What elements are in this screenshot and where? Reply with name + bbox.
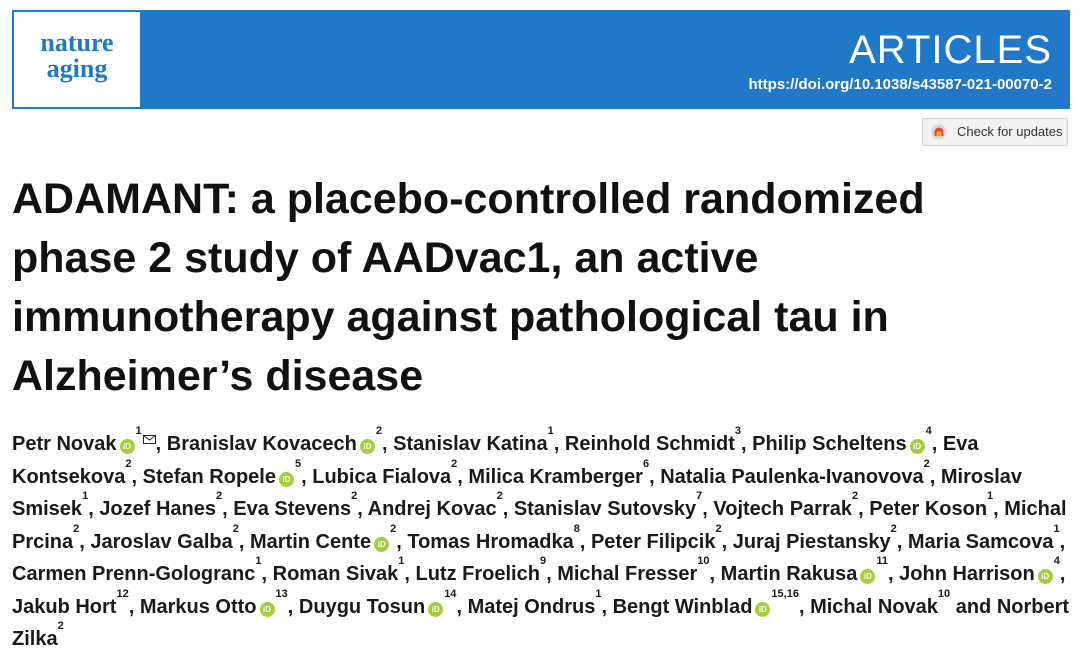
affiliation-number: 15,16: [771, 587, 799, 600]
author-name[interactable]: Eva Stevens: [233, 498, 352, 520]
author: [90, 522, 250, 553]
affiliation-number: 2: [890, 522, 897, 535]
affiliation-number: 2: [923, 457, 930, 470]
author-separator: ,: [287, 595, 299, 618]
author: [467, 587, 613, 618]
author: [513, 490, 714, 520]
affiliation-number: 1: [1053, 522, 1060, 535]
orcid-icon[interactable]: iD: [120, 439, 135, 454]
check-updates-icon: [931, 124, 947, 140]
orcid-icon[interactable]: iD: [910, 439, 925, 454]
author-name[interactable]: Eva Kontsekova: [12, 433, 979, 488]
author-name[interactable]: Duygu Tosun: [298, 595, 426, 618]
author-separator: ,: [238, 530, 250, 553]
author-name[interactable]: Natalia Paulenka-Ivanovova: [660, 465, 924, 488]
affiliation-number: 9: [539, 555, 547, 567]
author-separator: ,: [579, 530, 591, 553]
affiliation-number: 2: [451, 457, 458, 470]
author-name[interactable]: Milica Kramberger: [468, 465, 643, 488]
author-name[interactable]: Roman Sivak: [272, 563, 399, 585]
author-separator: ,: [404, 563, 416, 585]
author-name[interactable]: Matej Ondrus: [467, 595, 596, 618]
author-separator: ,: [931, 433, 943, 455]
author: [732, 522, 908, 553]
author-separator: ,: [929, 465, 941, 488]
author-name[interactable]: Michal Prcina: [12, 498, 1067, 553]
affiliation-number: 2: [851, 490, 859, 502]
author-separator: ,: [721, 530, 733, 553]
author: [249, 522, 408, 553]
author-separator: ,: [702, 498, 714, 520]
author-name[interactable]: Stanislav Katina: [393, 433, 548, 455]
author: [12, 587, 140, 618]
author-name[interactable]: Peter Filipcik: [590, 530, 716, 553]
author: [407, 522, 591, 553]
author-name[interactable]: Juraj Piestansky: [732, 530, 891, 553]
author: [139, 587, 299, 618]
author-separator: ,: [502, 498, 514, 520]
author: [367, 490, 514, 520]
affiliation-number: 3: [734, 425, 741, 437]
author-name[interactable]: Martin Cente: [249, 530, 372, 553]
affiliation-number: 13: [275, 587, 288, 600]
author-name[interactable]: Jakub Hort: [12, 595, 117, 618]
author-name[interactable]: Petr Novak: [12, 433, 117, 455]
author: [298, 587, 468, 618]
author-name[interactable]: Vojtech Parrak: [713, 498, 852, 520]
author-name[interactable]: Miroslav Smisek: [12, 465, 1023, 520]
author-separator: ,: [301, 465, 313, 488]
affiliation-number: 6: [642, 457, 650, 470]
author-separator: ,: [261, 563, 273, 585]
affiliation-number: 2: [375, 425, 382, 437]
author-list: [12, 425, 1072, 656]
author-name[interactable]: Peter Koson: [869, 498, 988, 520]
author: [557, 555, 721, 585]
author: [142, 457, 313, 488]
author: [233, 490, 368, 520]
author: [660, 457, 941, 488]
affiliation-number: 5: [294, 457, 302, 470]
author-name[interactable]: Branislav Kovacech: [166, 433, 357, 455]
author-name[interactable]: Lutz Froelich: [415, 563, 540, 585]
orcid-icon[interactable]: iD: [755, 602, 770, 617]
affiliation-number: 2: [216, 490, 223, 502]
title-line: immunotherapy against pathological tau in: [12, 293, 889, 341]
author: [468, 457, 661, 488]
author-separator: ,: [896, 530, 908, 553]
affiliation-number: 2: [351, 490, 358, 502]
affiliation-number: 11: [876, 555, 889, 567]
author-separator: ,: [396, 530, 408, 553]
author-separator: ,: [649, 465, 661, 488]
doi-link[interactable]: https://doi.org/10.1038/s43587-021-00070-2: [748, 76, 1052, 93]
author: [12, 555, 273, 585]
orcid-icon[interactable]: iD: [860, 569, 875, 584]
affiliation-number: 1: [255, 555, 262, 567]
author-separator: ,: [546, 563, 558, 585]
author-name[interactable]: Stefan Ropele: [142, 465, 276, 488]
author-separator: ,: [858, 498, 870, 520]
affiliation-number: 4: [925, 425, 932, 437]
author-separator: ,: [741, 433, 753, 455]
affiliation-number: 1: [595, 587, 602, 600]
author-separator: ,: [798, 595, 811, 618]
affiliation-number: 2: [57, 620, 64, 632]
affiliation-number: 2: [390, 522, 397, 535]
author: [713, 490, 870, 520]
affiliation-number: 2: [73, 522, 80, 535]
author-name[interactable]: John Harrison: [899, 563, 1035, 585]
author-name[interactable]: Jozef Hanes: [99, 498, 217, 520]
author: [12, 425, 167, 455]
affiliation-number: 2: [232, 522, 239, 535]
orcid-icon[interactable]: iD: [260, 602, 275, 617]
author-separator: ,: [131, 465, 143, 488]
author-name[interactable]: Jaroslav Galba: [90, 530, 233, 553]
author-separator: ,: [601, 595, 613, 618]
author-separator: and: [950, 595, 997, 618]
author-name[interactable]: Michal Fresser: [557, 563, 698, 585]
affiliation-number: 14: [444, 587, 457, 600]
author-separator: ,: [88, 498, 100, 520]
affiliation-number: 8: [573, 522, 580, 535]
journal-logo-line1: nature: [40, 28, 114, 57]
affiliation-number: 4: [1053, 555, 1060, 567]
author-name[interactable]: Reinhold Schmidt: [564, 433, 735, 455]
journal-logo[interactable]: [14, 12, 140, 107]
orcid-icon[interactable]: iD: [1038, 569, 1053, 584]
affiliation-number: 12: [116, 587, 129, 600]
author-separator: ,: [709, 563, 721, 585]
orcid-icon[interactable]: iD: [428, 602, 443, 617]
author: [564, 425, 753, 455]
author: [907, 522, 1066, 553]
author: [415, 555, 558, 585]
author: [590, 522, 733, 553]
affiliation-number: 1: [547, 425, 554, 437]
author-separator: ,: [456, 595, 468, 618]
affiliation-number: 10: [937, 587, 951, 600]
author-name[interactable]: Tomas Hromadka: [407, 530, 574, 553]
author-name[interactable]: Martin Rakusa: [720, 563, 858, 585]
author: [810, 587, 997, 618]
title-line: phase 2 study of AADvac1, an active: [12, 234, 759, 282]
author-name[interactable]: Bengt Winblad: [612, 595, 753, 618]
author: [393, 425, 565, 455]
author-separator: ,: [457, 465, 469, 488]
author-name[interactable]: Carmen Prenn-Gologranc: [12, 563, 256, 585]
author-separator: ,: [79, 530, 91, 553]
author-name[interactable]: Philip Scheltens: [752, 433, 907, 455]
author: [612, 587, 811, 618]
author-separator: ,: [1059, 530, 1066, 553]
affiliation-number: 2: [715, 522, 722, 535]
article-title: [12, 170, 1062, 406]
check-updates-label: Check for updates: [957, 124, 1063, 139]
author: [99, 490, 234, 520]
author: [166, 425, 394, 455]
author-separator: ,: [357, 498, 368, 520]
affiliation-number: 1: [987, 490, 994, 502]
author-name[interactable]: Markus Otto: [139, 595, 257, 618]
affiliation-number: 1: [135, 425, 142, 437]
author: [312, 457, 469, 488]
author-separator: ,: [993, 498, 1005, 520]
author: [899, 555, 1066, 585]
affiliation-number: 7: [696, 490, 703, 502]
author-separator: ,: [553, 433, 565, 455]
journal-logo-line2: aging: [46, 54, 108, 83]
title-line: ADAMANT: a placebo-controlled randomized: [12, 175, 925, 223]
author: [272, 555, 416, 585]
author: [720, 555, 900, 585]
author-separator: ,: [155, 433, 167, 455]
author: [752, 425, 943, 455]
orcid-icon[interactable]: iD: [374, 537, 389, 552]
title-line: Alzheimer’s disease: [12, 352, 424, 400]
section-label: ARTICLES: [849, 28, 1052, 72]
author-name[interactable]: Maria Samcova: [907, 530, 1054, 553]
affiliation-number: 1: [398, 555, 405, 567]
author-name[interactable]: Norbert Zilka: [12, 595, 1070, 650]
orcid-icon[interactable]: iD: [279, 472, 294, 487]
journal-banner: [12, 10, 1070, 109]
orcid-icon[interactable]: iD: [360, 439, 375, 454]
author-separator: ,: [381, 433, 394, 455]
author-separator: ,: [128, 595, 140, 618]
author: [869, 490, 1005, 520]
author-name[interactable]: Michal Novak: [810, 595, 938, 618]
affiliation-number: 10: [697, 555, 710, 567]
author-separator: ,: [888, 563, 900, 585]
author-separator: ,: [1059, 563, 1066, 585]
author-separator: ,: [222, 498, 234, 520]
envelope-icon[interactable]: [143, 435, 156, 444]
author-name[interactable]: Andrej Kovac: [367, 498, 497, 520]
affiliation-number: 1: [82, 490, 89, 502]
author-name[interactable]: Stanislav Sutovsky: [513, 498, 697, 520]
affiliation-number: 2: [125, 457, 132, 470]
affiliation-number: 2: [496, 490, 503, 502]
author-name[interactable]: Lubica Fialova: [312, 465, 452, 488]
check-for-updates-button[interactable]: [922, 118, 1068, 146]
